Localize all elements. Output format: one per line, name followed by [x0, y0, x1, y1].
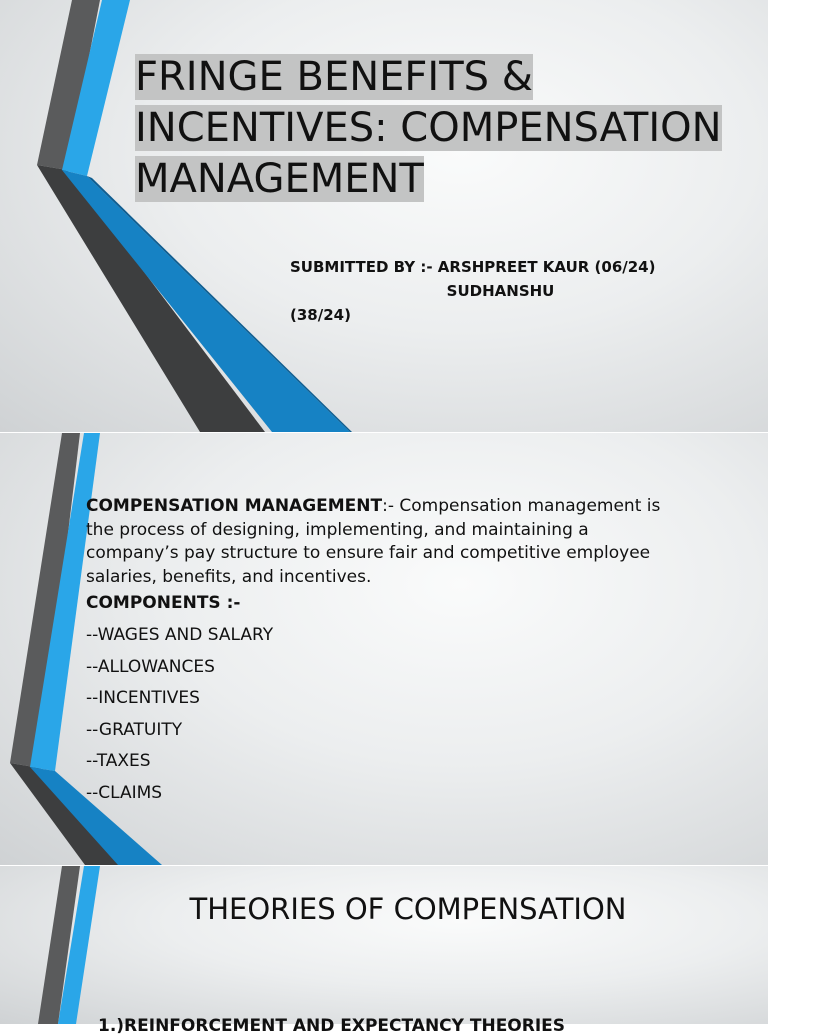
slide-definition: [0, 433, 768, 865]
theories-first-item: 1.)REINFORCEMENT AND EXPECTANCY THEORIES: [98, 1016, 566, 1036]
title-highlight-1: FRINGE BENEFITS & INCENTIVES:: [135, 54, 533, 151]
title-highlight-2: COMPENSATION MANAGEMENT: [135, 105, 722, 202]
list-item: --INCENTIVES: [86, 688, 200, 708]
list-item: --CLAIMS: [86, 782, 163, 803]
list-item: --GRATUITY: [86, 719, 183, 740]
theories-title: THEORIES OF COMPENSATION: [189, 892, 627, 926]
slide-title-text: [135, 52, 765, 205]
definition-text: :- Compensation management is the process of designing, implementing, and maintaining a company’s pay structure to ensure fair and competitive employee salaries, benefits, and incentives.: [86, 496, 661, 587]
definition-paragraph: [86, 495, 686, 589]
list-item: --TAXES: [86, 751, 151, 771]
slide-title: [0, 0, 768, 432]
list-item: --WAGES AND SALARY: [86, 625, 274, 645]
components-heading: COMPONENTS :-: [86, 593, 241, 613]
decorative-stripes: [0, 866, 768, 1024]
submitted-line-3: (38/24): [290, 306, 351, 324]
list-item: --ALLOWANCES: [86, 656, 215, 677]
components-list: [86, 623, 273, 812]
submitted-line-1: SUBMITTED BY :- ARSHPREET KAUR (06/24): [290, 258, 656, 276]
slide-theories: [0, 866, 768, 1036]
definition-term: COMPENSATION MANAGEMENT: [86, 496, 383, 516]
submitted-line-2: SUDHANSHU: [290, 282, 555, 300]
submitted-by: [290, 255, 720, 327]
